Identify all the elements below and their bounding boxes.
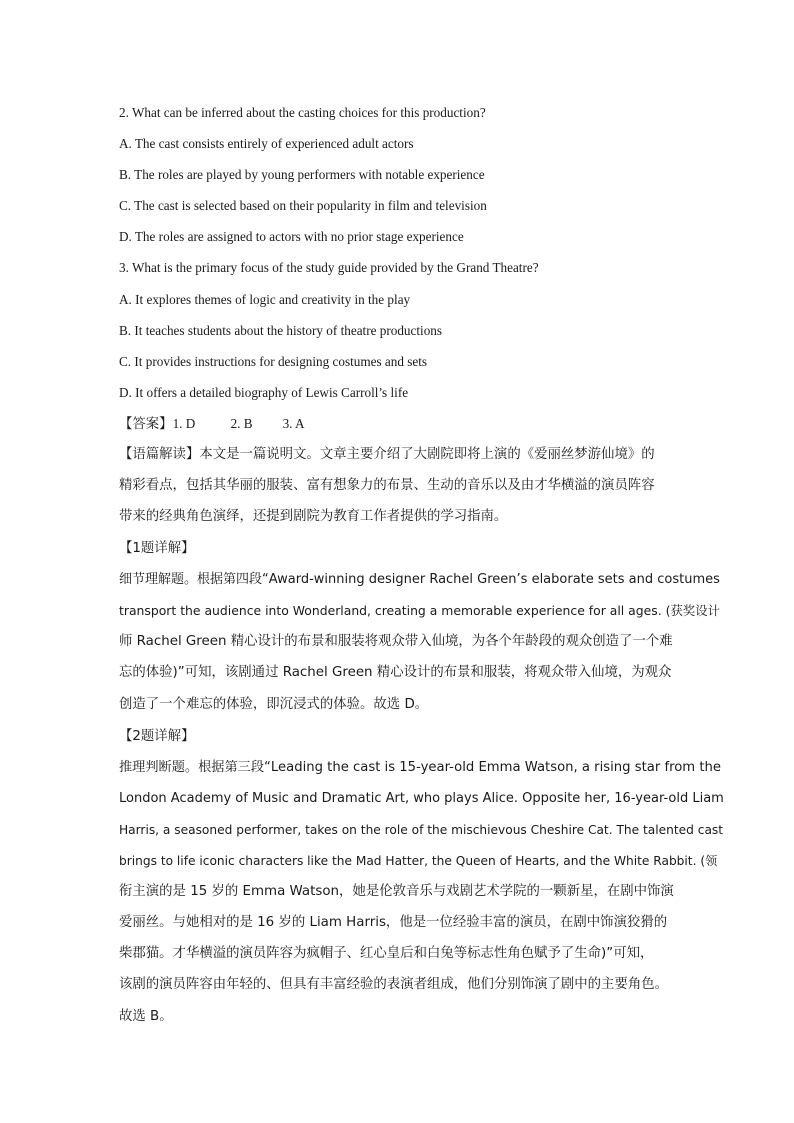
detail-2-line-3: Harris, a seasoned performer, takes on the role of the mischievous Cheshire Cat. The talented cast <box>119 823 724 837</box>
question-3-option-b: B. It teaches students about the history of theatre productions <box>119 323 443 338</box>
detail-2-line-8: 该剧的演员阵容由年轻的、但具有丰富经验的表演者组成，他们分别饰演了剧中的主要角色。 <box>119 977 669 992</box>
question-2-option-c: C. The cast is selected based on their popularity in film and television <box>119 198 487 213</box>
detail-2-heading: 【2题详解】 <box>119 729 195 744</box>
detail-2-line-5: 衔主演的是 15 岁的 Emma Watson，她是伦敦音乐与戏剧艺术学院的一颗新星，在剧中饰演 <box>119 884 674 899</box>
analysis-line-1: 【语篇解读】本文是一篇说明文。文章主要介绍了大剧院即将上演的《爱丽丝梦游仙境》的 <box>119 447 655 462</box>
answer-2: 2. B <box>230 416 253 431</box>
detail-2-line-2: London Academy of Music and Dramatic Art, who plays Alice. Opposite her, 16-year-old Liam <box>119 791 724 806</box>
answer-label: 【答案】 <box>119 417 173 432</box>
detail-1-heading: 【1题详解】 <box>119 541 195 556</box>
analysis-line-3: 带来的经典角色演绎，还提到剧院为教育工作者提供的学习指南。 <box>119 509 508 524</box>
detail-2-line-1: 推理判断题。根据第三段“Leading the cast is 15-year-old Emma Watson, a rising star from the <box>119 760 721 775</box>
detail-1-line-2: transport the audience into Wonderland, creating a memorable experience for all ages. (获奖设计 <box>119 603 720 618</box>
answer-3: 3. A <box>282 416 305 431</box>
question-3-option-a: A. It explores themes of logic and creativity in the play <box>119 292 411 307</box>
analysis-line-2: 精彩看点，包括其华丽的服装、富有想象力的布景、生动的音乐以及由才华横溢的演员阵容 <box>119 478 655 493</box>
detail-2-line-6: 爱丽丝。与她相对的是 16 岁的 Liam Harris，他是一位经验丰富的演员，在剧中饰演狡猾的 <box>119 915 668 930</box>
question-2-option-a: A. The cast consists entirely of experienced adult actors <box>119 136 414 151</box>
question-2-option-b: B. The roles are played by young performers with notable experience <box>119 167 485 182</box>
question-3-option-c: C. It provides instructions for designing costumes and sets <box>119 354 428 369</box>
detail-1-line-3: 师 Rachel Green 精心设计的布景和服装将观众带入仙境，为各个年龄段的观众创造了一个难 <box>119 634 673 649</box>
question-3-stem: 3. What is the primary focus of the study guide provided by the Grand Theatre? <box>119 260 539 275</box>
detail-1-line-1: 细节理解题。根据第四段“Award-winning designer Rachel Green’s elaborate sets and costumes <box>119 572 720 587</box>
detail-2-line-4: brings to life iconic characters like the Mad Hatter, the Queen of Hearts, and the White Rabbit. (领 <box>119 854 718 868</box>
answer-key <box>119 416 724 433</box>
detail-2-line-7: 柴郡猫。才华横溢的演员阵容为疯帽子、红心皇后和白兔等标志性角色赋予了生命)”可知， <box>119 946 654 961</box>
detail-1-line-5: 创造了一个难忘的体验，即沉浸式的体验。故选 D。 <box>119 697 429 712</box>
question-2-option-d: D. The roles are assigned to actors with no prior stage experience <box>119 229 464 244</box>
question-3-option-d: D. It offers a detailed biography of Lewis Carroll’s life <box>119 385 409 400</box>
question-2-stem: 2. What can be inferred about the casting choices for this production? <box>119 105 486 120</box>
answer-1: 1. D <box>172 416 196 431</box>
detail-1-line-4: 忘的体验)”可知，该剧通过 Rachel Green 精心设计的布景和服装，将观众带入仙境，为观众 <box>119 665 672 680</box>
detail-2-line-9: 故选 B。 <box>119 1009 173 1024</box>
